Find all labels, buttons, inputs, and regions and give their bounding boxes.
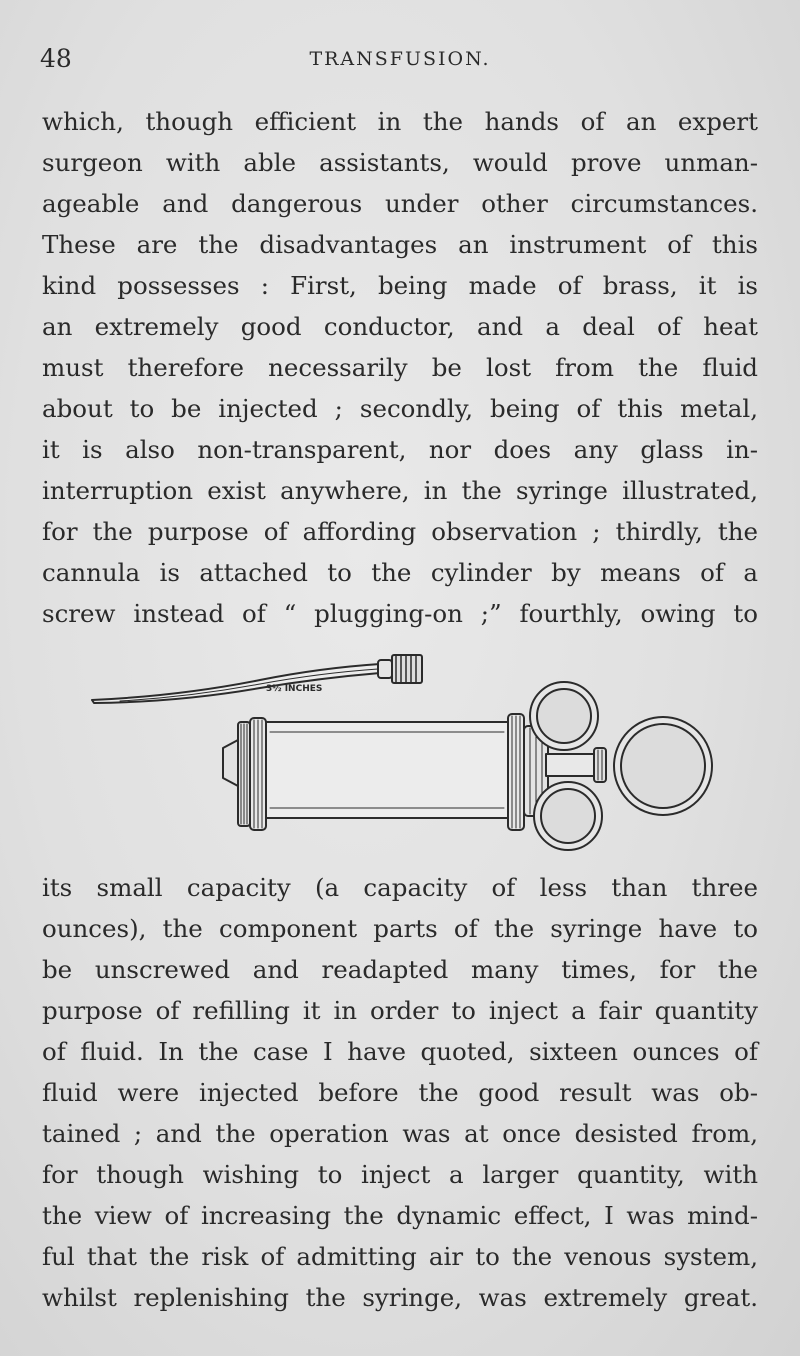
text-line: must therefore necessarily be lost from the fluid	[42, 353, 758, 382]
text-line: cannula is attached to the cylinder by means of a	[42, 558, 758, 587]
text-line: kind possesses : First, being made of brass, it is	[42, 271, 758, 300]
text-line: These are the disadvantages an instrument of this	[42, 230, 758, 259]
text-line: surgeon with able assistants, would prove unman-	[42, 148, 758, 177]
text-line: interruption exist anywhere, in the syringe illustrated,	[42, 476, 758, 505]
paragraph-top	[42, 101, 758, 634]
cannula-needle	[92, 664, 380, 703]
text-line: screw instead of “ plugging-on ;” fourthly, owing to	[42, 599, 758, 628]
text-line: an extremely good conductor, and a deal of heat	[42, 312, 758, 341]
text-line: of fluid. In the case I have quoted, sixteen ounces of	[42, 1037, 758, 1066]
text-line: for the purpose of affording observation ; thirdly, the	[42, 517, 758, 546]
text-line: about to be injected ; secondly, being of this metal,	[42, 394, 758, 423]
cannula-hub	[378, 660, 392, 678]
syringe-barrel	[266, 722, 508, 818]
text-line: fluid were injected before the good result was ob-	[42, 1078, 758, 1107]
running-head: TRANSFUSION.	[309, 48, 491, 70]
text-line: tained ; and the operation was at once desisted from,	[42, 1119, 758, 1148]
text-line: whilst replenishing the syringe, was extremely great.	[42, 1283, 758, 1312]
text-line: which, though efficient in the hands of an expert	[42, 107, 758, 136]
plunger-rod	[546, 754, 594, 776]
syringe-illustration-icon	[80, 640, 740, 865]
syringe-figure	[80, 640, 740, 865]
paragraph-bottom	[42, 867, 758, 1318]
page-header	[40, 40, 760, 80]
text-line: ful that the risk of admitting air to the venous system,	[42, 1242, 758, 1271]
text-line: ounces), the component parts of the syringe have to	[42, 914, 758, 943]
page-number: 48	[40, 44, 72, 73]
barrel-end-cap	[223, 740, 238, 786]
text-line: ageable and dangerous under other circumstances.	[42, 189, 758, 218]
text-line: be unscrewed and readapted many times, for the	[42, 955, 758, 984]
text-line: for though wishing to inject a larger quantity, with	[42, 1160, 758, 1189]
text-line: the view of increasing the dynamic effect, I was mind-	[42, 1201, 758, 1230]
text-line: it is also non-transparent, nor does any glass in-	[42, 435, 758, 464]
text-line: its small capacity (a capacity of less than three	[42, 873, 758, 902]
text-line: purpose of refilling it in order to inject a fair quantity	[42, 996, 758, 1025]
figure-label: 3½ INCHES	[266, 684, 323, 694]
